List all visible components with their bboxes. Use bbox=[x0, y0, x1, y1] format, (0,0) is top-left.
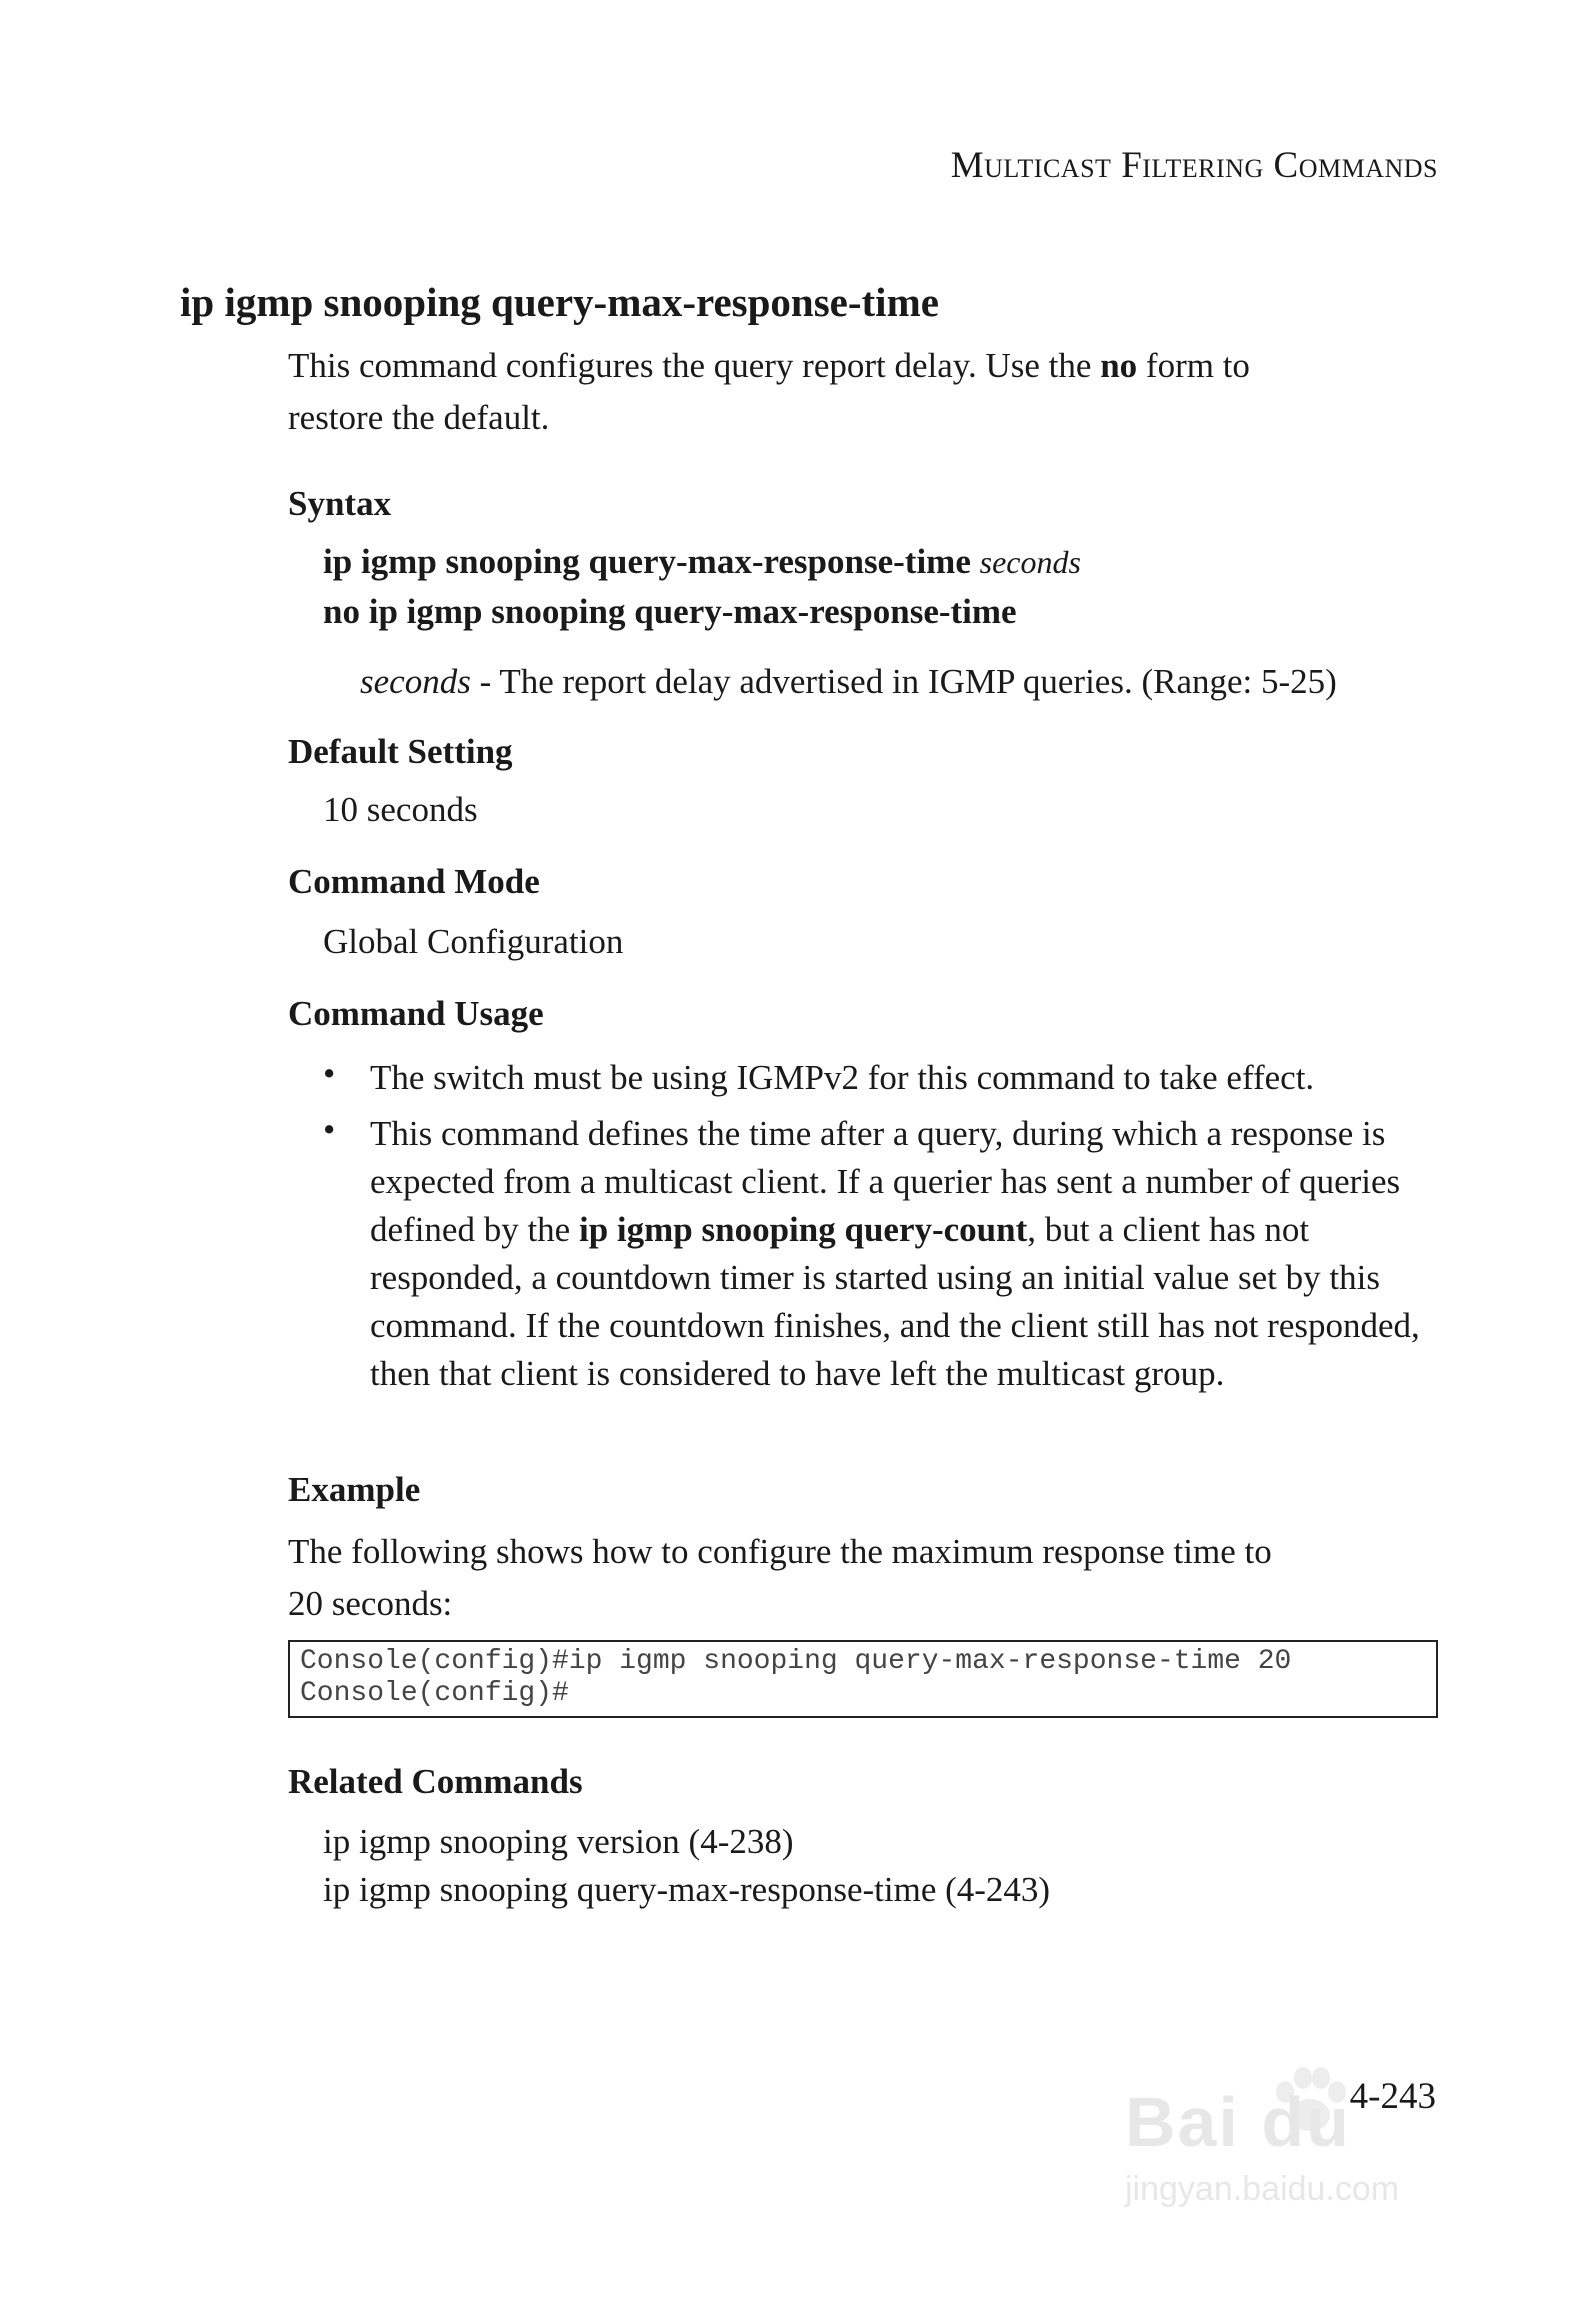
usage-bullet-2: This command defines the time after a query, during which a response is expected from a multicast client. If a querier has sent a number of queries defined by the ip igmp snooping query-count, but a client has not responded, a countdown timer is started using an initial value set by this command. If the countdown finishes, and the client still has not responded, then that client is considered to have left the multicast group. bbox=[370, 1114, 1420, 1393]
running-header: Multicast Filtering Commands bbox=[950, 145, 1438, 186]
related-commands-heading: Related Commands bbox=[288, 1762, 583, 1801]
code-example bbox=[288, 1640, 1438, 1718]
bullet-dot: • bbox=[323, 1110, 336, 1149]
usage-bullet-1: The switch must be using IGMPv2 for this command to take effect. bbox=[370, 1058, 1315, 1097]
syntax-line-2: no ip igmp snooping query-max-response-time bbox=[323, 592, 1017, 631]
related-command-item: ip igmp snooping version (4-238) bbox=[323, 1822, 794, 1861]
example-line-1: The following shows how to configure the maximum response time to bbox=[288, 1532, 1272, 1571]
page-number: 4-243 bbox=[1349, 2076, 1436, 2117]
command-title: ip igmp snooping query-max-response-time bbox=[180, 279, 939, 325]
code-line: Console(config)# bbox=[300, 1678, 569, 1709]
command-mode-value: Global Configuration bbox=[323, 922, 624, 961]
example-line-2: 20 seconds: bbox=[288, 1584, 453, 1623]
code-line: Console(config)#ip igmp snooping query-max-response-time 20 bbox=[300, 1646, 1292, 1677]
watermark-logo: Bai du bbox=[1125, 2083, 1351, 2161]
watermark-url: jingyan.baidu.com bbox=[1125, 2170, 1400, 2208]
default-setting-heading: Default Setting bbox=[288, 732, 513, 771]
description-line-1: This command configures the query report delay. Use the no form to bbox=[288, 346, 1250, 385]
syntax-heading: Syntax bbox=[288, 484, 392, 523]
command-usage-heading: Command Usage bbox=[288, 994, 544, 1033]
related-command-item: ip igmp snooping query-max-response-time (4-243) bbox=[323, 1870, 1051, 1909]
bullet-dot: • bbox=[323, 1054, 336, 1093]
description-line-2: restore the default. bbox=[288, 398, 550, 437]
syntax-line-1: ip igmp snooping query-max-response-time seconds bbox=[323, 542, 1081, 581]
syntax-parameter: seconds - The report delay advertised in IGMP queries. (Range: 5-25) bbox=[360, 662, 1337, 701]
example-heading: Example bbox=[288, 1470, 421, 1509]
command-mode-heading: Command Mode bbox=[288, 862, 540, 901]
default-setting-value: 10 seconds bbox=[323, 790, 478, 829]
